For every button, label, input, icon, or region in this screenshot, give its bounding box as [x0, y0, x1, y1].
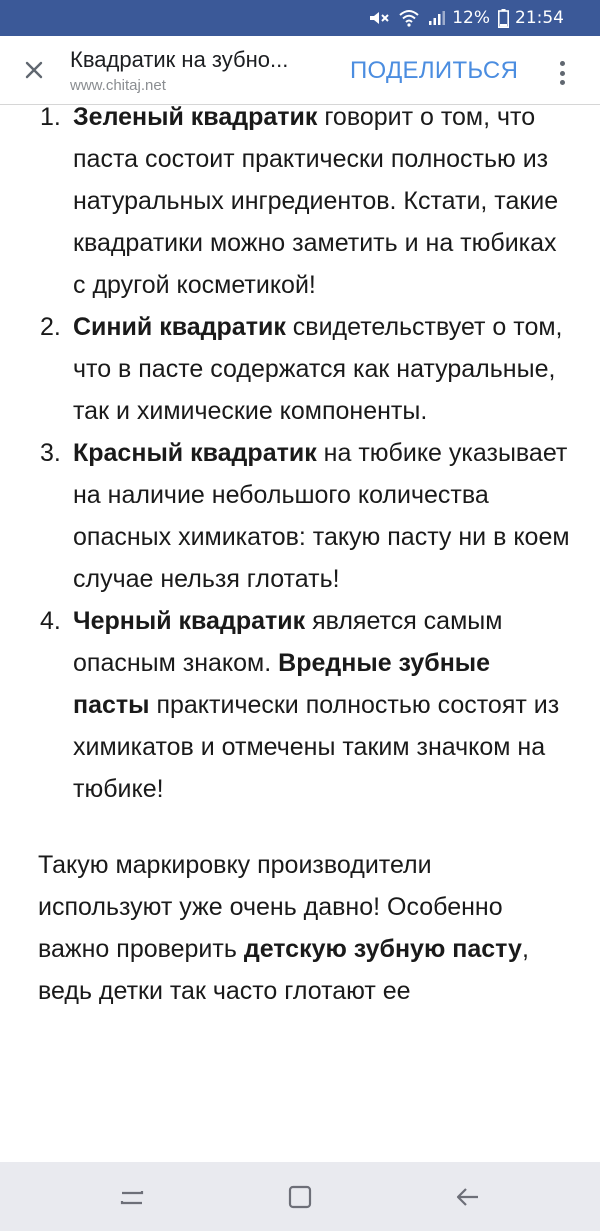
back-icon — [454, 1185, 482, 1209]
list-item-text — [73, 306, 572, 432]
list-number: 2. — [40, 313, 61, 341]
list-item — [0, 306, 600, 432]
list-item-text — [73, 600, 572, 810]
share-button[interactable]: ПОДЕЛИТЬСЯ — [350, 57, 519, 84]
back-button[interactable] — [450, 1179, 486, 1215]
body-text: свидетельствует о том, что в пасте содержатся как натуральные, так и химические компоненты. — [73, 313, 563, 425]
body-text: , ведь детки так часто глотают ее — [38, 935, 529, 1005]
list-number: 1. — [40, 103, 61, 131]
list-item — [0, 432, 600, 600]
bold-text: Вредные зубные пасты — [73, 649, 491, 719]
list-item-text — [73, 432, 572, 600]
app-bar — [0, 36, 600, 105]
bold-text: Красный квадратик — [73, 439, 317, 467]
home-icon — [287, 1184, 313, 1210]
status-bar — [0, 0, 600, 36]
list-number: 4. — [40, 607, 61, 635]
bold-text: Зеленый квадратик — [73, 103, 318, 131]
more-vertical-icon[interactable] — [548, 58, 576, 88]
battery-icon — [498, 9, 509, 28]
body-text: говорит о том, что паста состоит практически полностью из натуральных ингредиентов. Кстати, такие квадратики можно заметить и на тюбиках с другой косметикой! — [73, 103, 559, 299]
signal-icon — [428, 10, 446, 26]
body-text: практически полностью состоят из химикатов и отмечены таким значком на тюбике! — [73, 691, 560, 803]
close-button[interactable] — [16, 52, 52, 88]
article-paragraph — [0, 844, 600, 1012]
list-item — [0, 600, 600, 810]
bold-text: детскую зубную пасту — [243, 935, 522, 963]
home-button[interactable] — [282, 1179, 318, 1215]
article-content — [0, 96, 600, 1162]
recent-apps-icon — [118, 1185, 146, 1209]
page-title: Квадратик на зубно... — [70, 47, 289, 72]
article-list — [0, 96, 600, 810]
body-text: на тюбике указывает на наличие небольшого количества опасных химикатов: такую пасту ни в коем случае нельзя глотать! — [73, 439, 570, 593]
page-url: www.chitaj.net — [70, 77, 166, 94]
body-text: является самым опасным знаком. — [73, 607, 503, 677]
wifi-icon — [398, 9, 420, 27]
battery-percent: 12% — [452, 8, 490, 28]
bold-text: Синий квадратик — [73, 313, 286, 341]
close-icon — [24, 60, 44, 80]
body-text: Такую маркировку производители используют уже очень давно! Особенно важно проверить — [38, 851, 503, 963]
title-block — [70, 46, 340, 96]
list-number: 3. — [40, 439, 61, 467]
bold-text: Черный квадратик — [73, 607, 306, 635]
mute-icon — [368, 9, 390, 27]
navigation-bar — [0, 1162, 600, 1231]
list-item-text — [73, 96, 572, 306]
clock: 21:54 — [515, 8, 564, 28]
recent-apps-button[interactable] — [114, 1179, 150, 1215]
list-item — [0, 96, 600, 306]
